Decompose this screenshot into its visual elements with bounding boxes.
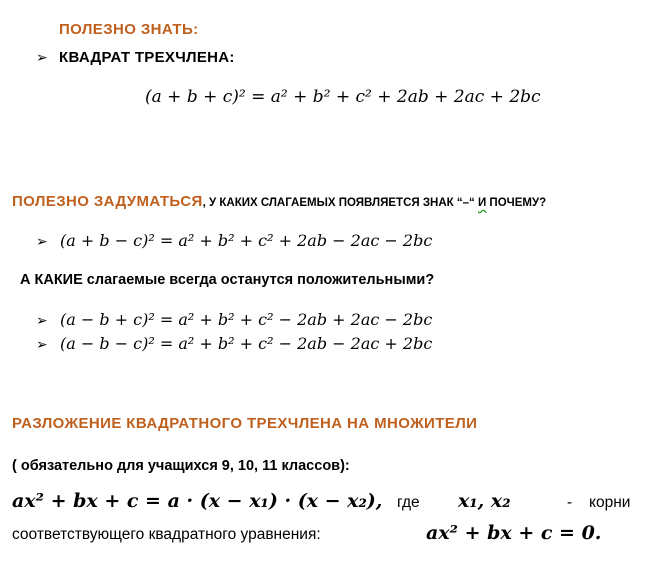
useful-to-know-title: ПОЛЕЗНО ЗНАТЬ: (59, 21, 199, 38)
formula-a-plus-b-minus-c: (a + b − c)² = a² + b² + c² + 2ab − 2ac − 2bc (60, 231, 433, 250)
bullet-arrow-icon: ➢ (36, 313, 48, 329)
formula-a-minus-b-minus-c: (a − b − c)² = a² + b² + c² − 2ab − 2ac + 2bc (60, 334, 433, 353)
think-title: ПОЛЕЗНО ЗАДУМАТЬСЯ (12, 193, 203, 210)
think-question-c: ПОЧЕМУ? (486, 197, 547, 209)
quadratic-equation-formula: ax² + bx + c = 0. (426, 522, 602, 544)
trinomial-square-formula: (a + b + c)² = a² + b² + c² + 2ab + 2ac + 2bc (145, 87, 541, 107)
bullet-arrow-icon: ➢ (36, 234, 48, 250)
bullet-arrow-icon: ➢ (36, 50, 48, 66)
think-question-a: , У КАКИХ СЛАГАЕМЫХ ПОЯВЛЯЕТСЯ ЗНАК “–“ (202, 197, 478, 209)
factorization-note: ( обязательно для учащихся 9, 10, 11 классов): (12, 458, 350, 474)
corresponding-equation-text: соответствующего квадратного уравнения: (12, 526, 321, 543)
positive-terms-question: А КАКИЕ слагаемые всегда останутся положительными? (20, 272, 435, 288)
factorization-formula: ax² + bx + c = a · (x − x₁) · (x − x₂), (12, 490, 383, 512)
think-question-line (12, 193, 546, 210)
bullet-arrow-icon: ➢ (36, 337, 48, 353)
roots-symbols: x₁, x₂ (458, 490, 511, 512)
dash-symbol: - (567, 494, 573, 511)
factorization-title: РАЗЛОЖЕНИЕ КВАДРАТНОГО ТРЕХЧЛЕНА НА МНОЖИТЕЛИ (12, 415, 478, 432)
formula-a-minus-b-plus-c: (a − b + c)² = a² + b² + c² − 2ab + 2ac − 2bc (60, 310, 433, 329)
roots-word: корни (589, 494, 631, 511)
think-question-b: И (477, 197, 487, 209)
square-of-trinomial-heading: КВАДРАТ ТРЕХЧЛЕНА: (59, 49, 235, 66)
where-word: где (397, 494, 420, 511)
